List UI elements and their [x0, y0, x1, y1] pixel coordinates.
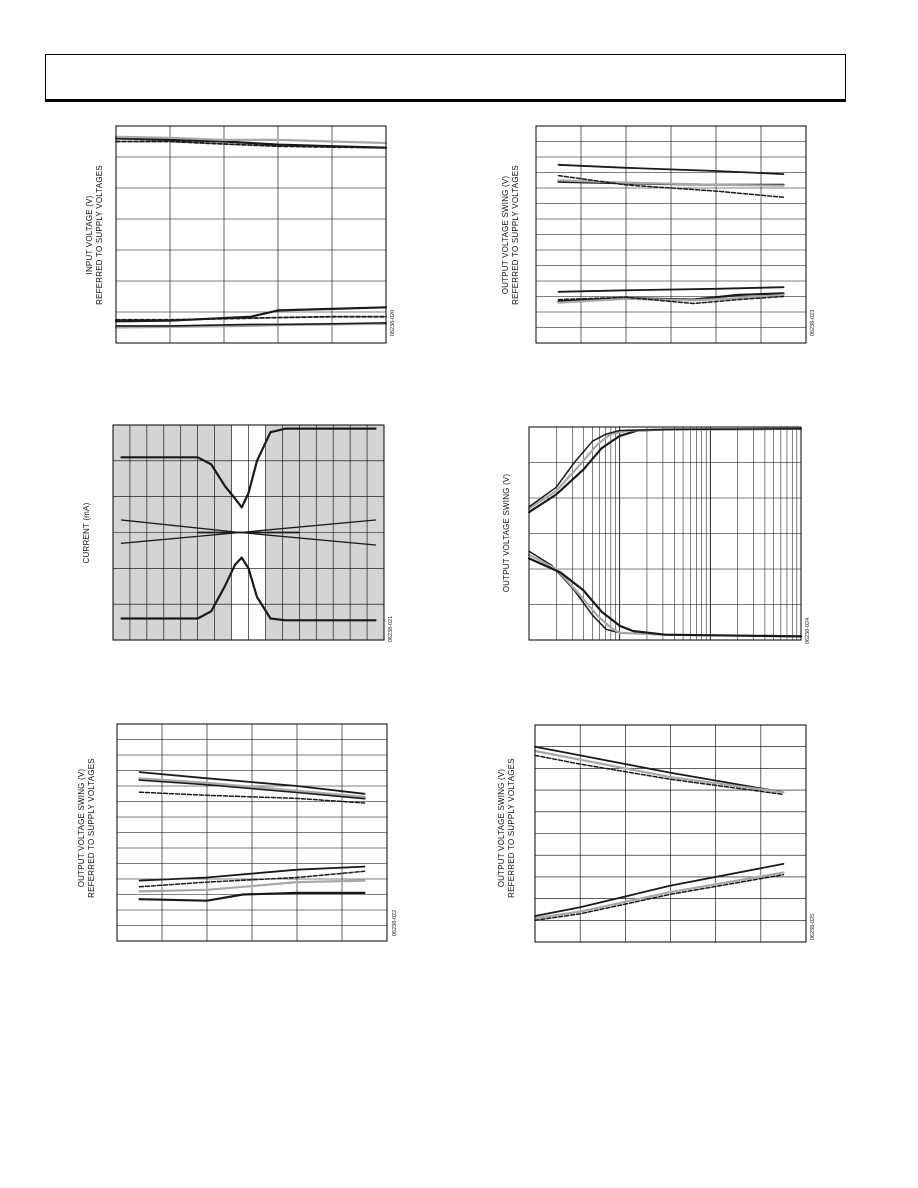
y-axis-label-line2: REFERRED TO SUPPLY VOLTAGES	[87, 758, 96, 898]
plot-frame	[116, 126, 386, 343]
y-axis-label	[85, 130, 105, 340]
y-axis-label-line2: REFERRED TO SUPPLY VOLTAGES	[507, 758, 516, 898]
y-axis-label-line1: INPUT VOLTAGE (V)	[85, 195, 94, 275]
series-line-4	[529, 551, 801, 636]
page-header-box	[45, 54, 846, 102]
chart-plot	[113, 425, 384, 640]
chart-plot	[116, 126, 386, 343]
chart-plot	[536, 126, 806, 343]
y-axis-label-line1: OUTPUT VOLTAGE SWING (V)	[497, 768, 506, 888]
y-axis-label-line1: OUTPUT VOLTAGE SWING (V)	[502, 473, 511, 593]
y-axis-label-line2: REFERRED TO SUPPLY VOLTAGES	[511, 165, 520, 305]
y-axis-label	[82, 468, 94, 598]
figure-code: 06238-020	[390, 309, 397, 337]
y-axis-label	[501, 130, 521, 340]
y-axis-label	[497, 723, 517, 933]
y-axis-label-line1: CURRENT (mA)	[82, 502, 91, 564]
figure-code: 06238-024	[805, 617, 812, 645]
series-line-1	[529, 429, 801, 512]
figure-code: 06238-023	[810, 309, 817, 337]
y-axis-label	[502, 458, 514, 608]
chart-plot	[529, 427, 801, 640]
y-axis-label-line1: OUTPUT VOLTAGE SWING (V)	[77, 768, 86, 888]
figure-code: 06238-025	[810, 913, 817, 941]
series-line-1	[535, 747, 783, 793]
series-line-5	[529, 555, 801, 637]
series-line-4	[535, 864, 783, 916]
y-axis-label	[77, 723, 97, 933]
figure-code: 06238-022	[392, 909, 399, 937]
series-line-6	[529, 558, 801, 636]
series-line-5	[535, 873, 783, 919]
y-axis-label-line1: OUTPUT VOLTAGE SWING (V)	[501, 175, 510, 295]
series-line-3	[529, 429, 801, 507]
chart-plot	[535, 725, 806, 942]
figure-code: 06238-021	[388, 615, 395, 643]
chart-plot	[117, 724, 387, 941]
y-axis-label-line2: REFERRED TO SUPPLY VOLTAGES	[95, 165, 104, 305]
